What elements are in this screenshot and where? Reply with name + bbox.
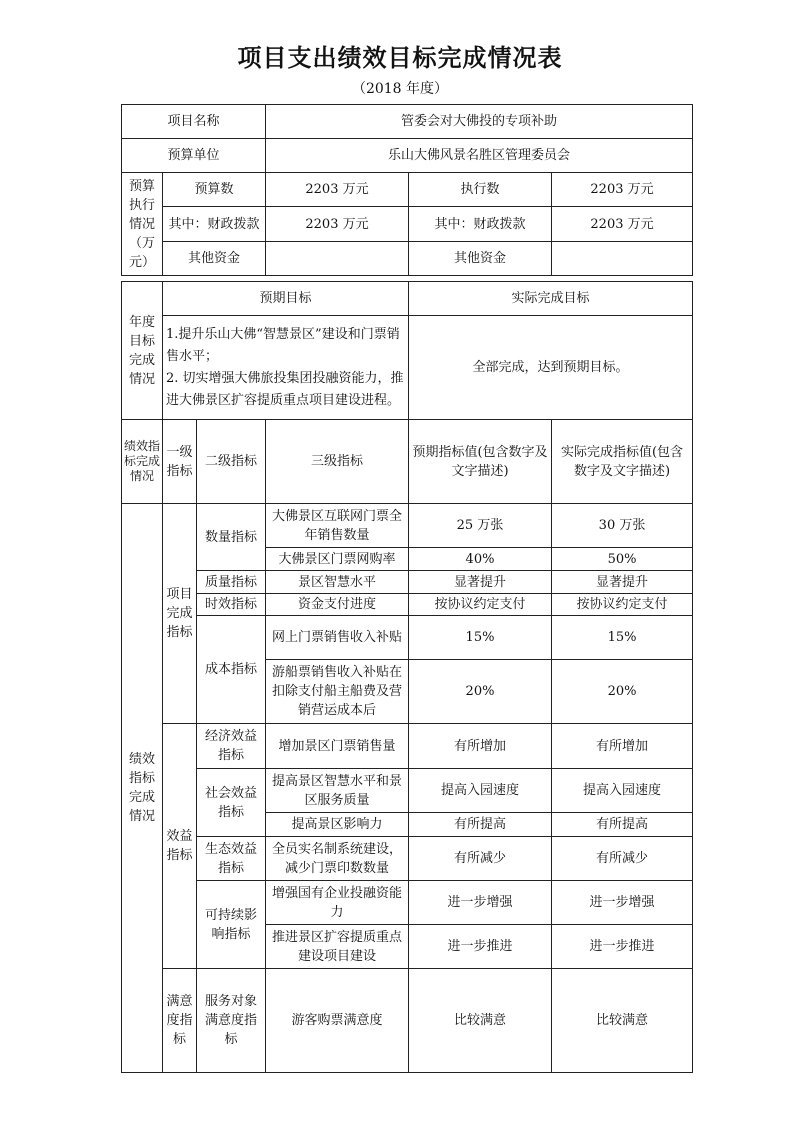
- benefit-indicator-label: 效益指标: [163, 724, 197, 969]
- expected-target-text: 1.提升乐山大佛“智慧景区”建设和门票销售水平； 2. 切实增强大佛旅投集团投融资能力，推进大佛景区扩容提质重点项目建设进程。: [163, 316, 409, 420]
- project-name-label: 项目名称: [122, 105, 266, 139]
- table-row: [122, 173, 693, 207]
- project-completion-label: 项目完成指标: [163, 504, 197, 724]
- expected-cell: 进一步增强: [409, 881, 552, 925]
- level2-cell: 社会效益指标: [197, 769, 266, 837]
- expected-cell: 有所减少: [409, 837, 552, 881]
- execution-amount-label: 执行数: [409, 173, 552, 207]
- actual-target-header: 实际完成目标: [409, 282, 693, 316]
- fiscal-budget-label: 其中：财政拨款: [163, 207, 266, 242]
- level2-cell: 可持续影响指标: [197, 881, 266, 969]
- table-row: [122, 139, 693, 173]
- expected-cell: 按协议约定支付: [409, 594, 552, 616]
- actual-cell: 有所提高: [552, 813, 693, 837]
- fiscal-budget-value: 2203 万元: [266, 207, 409, 242]
- table-row: [122, 571, 693, 594]
- table-row: [122, 769, 693, 813]
- level2-header: 二级指标: [197, 420, 266, 504]
- actual-cell: 15%: [552, 616, 693, 660]
- table-row: [122, 242, 693, 276]
- level2-cell: 成本指标: [197, 616, 266, 724]
- budget-unit-value: 乐山大佛风景名胜区管理委员会: [266, 139, 693, 173]
- actual-cell: 50%: [552, 548, 693, 571]
- level3-cell: 大佛景区互联网门票全年销售数量: [266, 504, 409, 548]
- expected-cell: 比较满意: [409, 969, 552, 1073]
- expected-value-header: 预期指标值(包含数字及文字描述): [409, 420, 552, 504]
- level3-cell: 网上门票销售收入补贴: [266, 616, 409, 660]
- table-row: [122, 504, 693, 548]
- actual-cell: 按协议约定支付: [552, 594, 693, 616]
- expected-cell: 进一步推进: [409, 925, 552, 969]
- annual-section-label: 年度目标完成情况: [122, 282, 163, 420]
- actual-value-header: 实际完成指标值(包含数字及文字描述): [552, 420, 693, 504]
- level1-header: 一级指标: [163, 420, 197, 504]
- table-row: [122, 616, 693, 660]
- actual-cell: 30 万张: [552, 504, 693, 548]
- level3-cell: 推进景区扩容提质重点建设项目建设: [266, 925, 409, 969]
- actual-cell: 提高入园速度: [552, 769, 693, 813]
- expected-cell: 40%: [409, 548, 552, 571]
- expected-target-header: 预期目标: [163, 282, 409, 316]
- expected-cell: 有所提高: [409, 813, 552, 837]
- actual-cell: 有所增加: [552, 724, 693, 769]
- table-row: [122, 316, 693, 420]
- execution-amount-value: 2203 万元: [552, 173, 693, 207]
- expected-cell: 20%: [409, 660, 552, 724]
- table-row: [122, 724, 693, 769]
- level2-cell: 时效指标: [197, 594, 266, 616]
- actual-cell: 比较满意: [552, 969, 693, 1073]
- level3-cell: 游船票销售收入补贴在扣除支付船主船费及营销营运成本后: [266, 660, 409, 724]
- actual-cell: 有所减少: [552, 837, 693, 881]
- level2-cell: 经济效益指标: [197, 724, 266, 769]
- other-funds-exec-label: 其他资金: [409, 242, 552, 276]
- indicator-section-label: 绩效指标完成情况: [122, 504, 163, 1073]
- table-row: [122, 207, 693, 242]
- actual-cell: 显著提升: [552, 571, 693, 594]
- level3-cell: 资金支付进度: [266, 594, 409, 616]
- other-funds-exec-value: [552, 242, 693, 276]
- actual-target-text: 全部完成，达到预期目标。: [409, 316, 693, 420]
- level3-cell: 提高景区智慧水平和景区服务质量: [266, 769, 409, 813]
- level3-cell: 游客购票满意度: [266, 969, 409, 1073]
- performance-table: [121, 104, 693, 1073]
- level3-cell: 景区智慧水平: [266, 571, 409, 594]
- expected-cell: 有所增加: [409, 724, 552, 769]
- table-header-row: [122, 420, 693, 504]
- level2-cell: 质量指标: [197, 571, 266, 594]
- level3-cell: 全员实名制系统建设，减少门票印数数量: [266, 837, 409, 881]
- table-row: [122, 594, 693, 616]
- budget-section-label: 预算执行情况（万元）: [122, 173, 163, 276]
- project-name-value: 管委会对大佛投的专项补助: [266, 105, 693, 139]
- fiscal-exec-value: 2203 万元: [552, 207, 693, 242]
- level3-header: 三级指标: [266, 420, 409, 504]
- other-funds-budget-value: [266, 242, 409, 276]
- level3-cell: 增加景区门票销售量: [266, 724, 409, 769]
- fiscal-exec-label: 其中：财政拨款: [409, 207, 552, 242]
- level2-cell: 数量指标: [197, 504, 266, 571]
- level2-cell: 生态效益指标: [197, 837, 266, 881]
- budget-amount-label: 预算数: [163, 173, 266, 207]
- budget-unit-label: 预算单位: [122, 139, 266, 173]
- level3-cell: 提高景区影响力: [266, 813, 409, 837]
- expected-cell: 显著提升: [409, 571, 552, 594]
- budget-amount-value: 2203 万元: [266, 173, 409, 207]
- table-row: [122, 837, 693, 881]
- level3-cell: 增强国有企业投融资能力: [266, 881, 409, 925]
- table-row: [122, 105, 693, 139]
- page-title: 项目支出绩效目标完成情况表: [237, 43, 563, 72]
- expected-cell: 提高入园速度: [409, 769, 552, 813]
- satisfaction-indicator-label: 满意度指标: [163, 969, 197, 1073]
- page-subtitle: （2018 年度）: [351, 81, 449, 97]
- other-funds-label: 其他资金: [163, 242, 266, 276]
- level3-cell: 大佛景区门票网购率: [266, 548, 409, 571]
- expected-cell: 15%: [409, 616, 552, 660]
- expected-cell: 25 万张: [409, 504, 552, 548]
- actual-cell: 进一步增强: [552, 881, 693, 925]
- table-row: [122, 969, 693, 1073]
- table-row: [122, 881, 693, 925]
- level2-cell: 服务对象满意度指标: [197, 969, 266, 1073]
- table-row: [122, 282, 693, 316]
- actual-cell: 进一步推进: [552, 925, 693, 969]
- actual-cell: 20%: [552, 660, 693, 724]
- indicator-section-header: 绩效指标完成情况: [122, 420, 163, 504]
